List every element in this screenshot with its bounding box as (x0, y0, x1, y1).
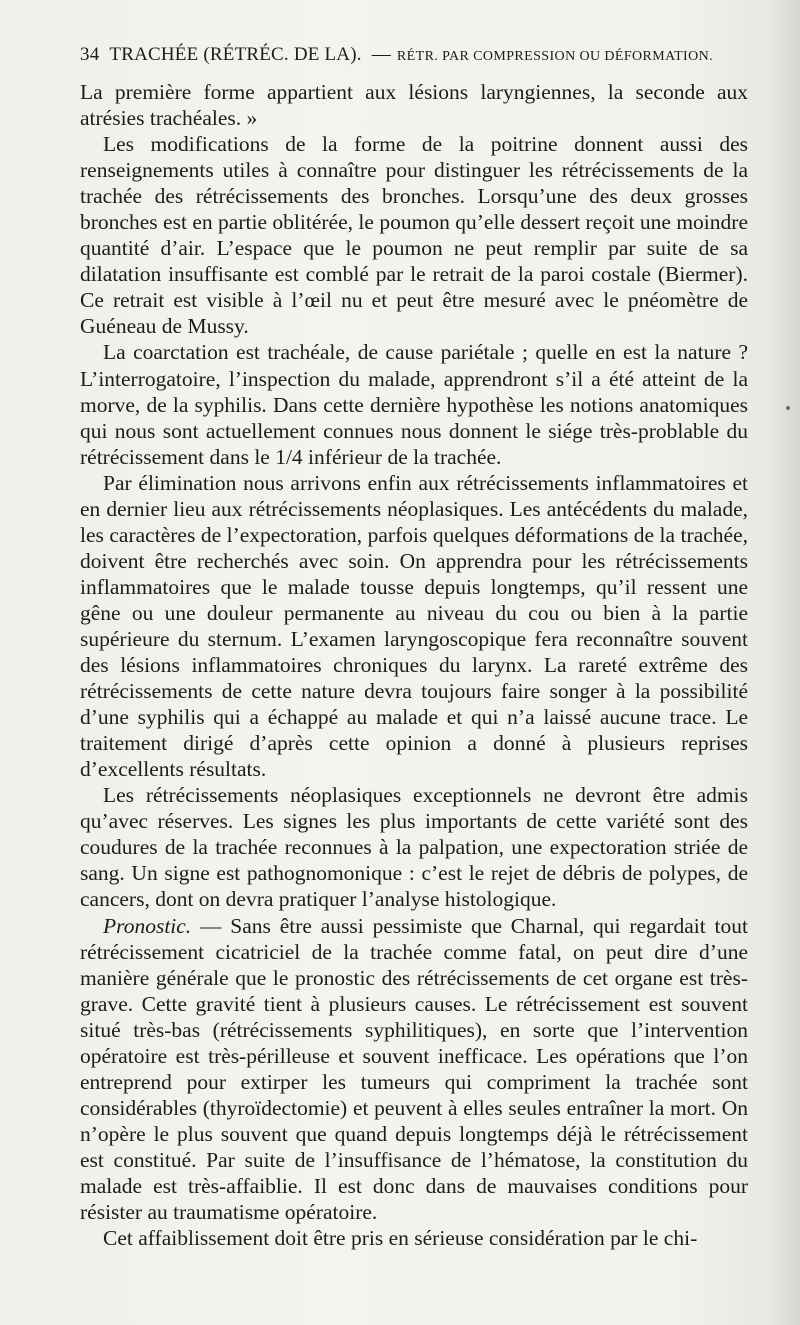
page (80, 42, 748, 1251)
paragraph-prognosis (80, 913, 748, 1226)
running-title-dash: — (371, 44, 391, 65)
paragraph-coarctation: La coarctation est trachéale, de cause pariétale ; quelle en est la nature ? L’interrogatoire, l’inspection du malade, apprendront s’il a été atteint de la morve, de la syphilis. Dans cette dernière hypothèse les notions anatomiques qui nous sont actuellement connues nous donnent le siége très-problable du rétrécissement dans le 1/4 inférieur de la trachée. (80, 340, 748, 469)
paragraph-neoplastic: Les rétrécissements néoplasiques exceptionnels ne devront être admis qu’avec réserves. Les signes les plus importants de cette variété sont des coudures de la trachée reconnues à la palpation, une expectoration striée de sang. Un signe est pathognomonique : c’est le rejet de débris de polypes, de cancers, dont on devra pratiquer l’analyse histologique. (80, 783, 748, 912)
paragraph-continued: La première forme appartient aux lésions laryngiennes, la seconde aux atrésies trachéales. » (80, 80, 748, 131)
paragraph-chest-shape: Les modifications de la forme de la poitrine donnent aussi des renseignements utiles à connaître pour distinguer les rétrécissements de la trachée des rétrécissements des bronches. Lorsqu’une des deux grosses bronches est en partie oblitérée, le poumon qu’elle dessert reçoit une moindre quantité d’air. L’espace que le poumon ne peut remplir par suite de sa dilatation insuffisante est comblé par le retrait de la paroi costale (Biermer). Ce retrait est visible à l’œil nu et peut être mesuré avec le pnéomètre de Guéneau de Mussy. (80, 132, 748, 339)
running-head (80, 42, 748, 68)
paragraph-inflammatory: Par élimination nous arrivons enfin aux rétrécissements inflammatoires et en dernier lieu aux rétrécissements néoplasiques. Les antécédents du malade, les caractères de l’expectoration, parfois quelques déformations de la trachée, doivent être recherchés avec soin. On apprendra pour les rétrécissements inflammatoires que le malade tousse depuis longtemps, qu’il ressent une gêne ou une douleur permanente au niveau du cou ou bien à la partie supérieure du sternum. L’examen laryngoscopique fera reconnaître souvent des lésions inflammatoires chroniques du larynx. La rareté extrême des rétrécissements de cette nature devra toujours faire songer à la possibilité d’une syphilis qui a échappé au malade et qui n’a laissé aucune trace. Le traitement dirigé d’après cette opinion a donné à plusieurs reprises d’excellents résultats. (80, 470, 748, 782)
margin-mark (786, 406, 790, 410)
paragraph-last: Cet affaiblissement doit être pris en sérieuse considération par le chi- (103, 1226, 698, 1251)
page-number: 34 (80, 44, 100, 65)
running-title: TRACHÉE (RÉTRÉC. DE LA). (109, 44, 362, 65)
body-text (80, 79, 748, 1251)
running-subtitle: RÉTR. PAR COMPRESSION OU DÉFORMATION. (396, 49, 714, 64)
prognosis-label: Pronostic. (103, 913, 192, 938)
prognosis-text: — Sans être aussi pessimiste que Charnal, qui regardait tout rétrécissement cicatriciel de la trachée comme fatal, on peut dire d’une manière générale que le pronostic des rétrécissements de cet organe est très-grave. Cette gravité tient à plusieurs causes. Le rétrécissement est souvent situé très-bas (rétrécissements syphilitiques), en sorte que l’intervention opératoire est très-périlleuse et souvent inefficace. Les opérations que l’on entreprend pour extirper les tumeurs qui compriment la trachée sont considérables (thyroïdectomie) et peuvent à elles seules entraîner la mort. On n’opère le plus souvent que quand depuis longtemps déjà le rétrécissement est constitué. Par suite de l’insuffisance de l’hématose, la constitution du malade est très-affaiblie. Il est donc dans de mauvaises conditions pour résister au traumatisme opératoire. (80, 913, 748, 1225)
